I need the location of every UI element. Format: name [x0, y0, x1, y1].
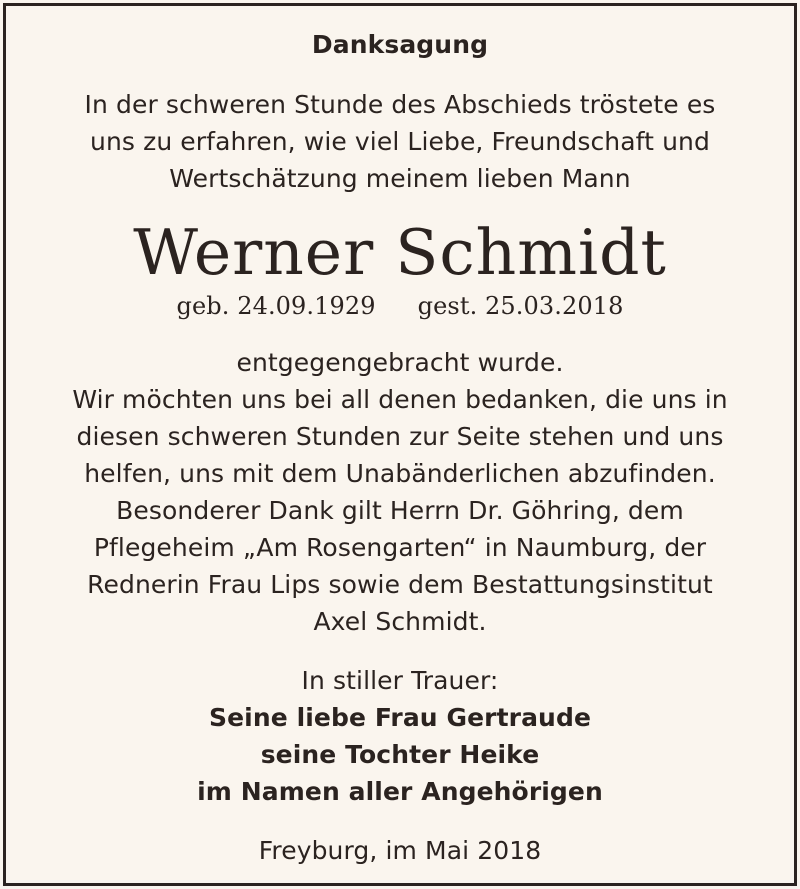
- death-date: gest. 25.03.2018: [417, 292, 624, 320]
- body-line-2: Wir möchten uns bei all denen bedanken, die uns in: [72, 385, 728, 414]
- intro-line-3: Wertschätzung meinem lieben Mann: [169, 164, 631, 193]
- body-line-7: Rednerin Frau Lips sowie dem Bestattungsinstitut: [87, 570, 713, 599]
- obituary-card: [3, 3, 797, 886]
- body-line-5: Besonderer Dank gilt Herrn Dr. Göhring, dem: [116, 496, 684, 525]
- mourner-3: im Namen aller Angehörigen: [197, 777, 603, 806]
- body-line-3: diesen schweren Stunden zur Seite stehen und uns: [76, 422, 724, 451]
- mourning-label: In stiller Trauer:: [301, 666, 499, 695]
- mourner-1: Seine liebe Frau Gertraude: [208, 703, 592, 732]
- birth-date: geb. 24.09.1929: [176, 292, 376, 320]
- life-dates: [6, 291, 794, 321]
- mourner-2: seine Tochter Heike: [260, 740, 540, 769]
- body-line-4: helfen, uns mit dem Unabänderlichen abzufinden.: [84, 459, 716, 488]
- intro-line-1: In der schweren Stunde des Abschieds tröstete es: [84, 90, 716, 119]
- body-line-8: Axel Schmidt.: [313, 607, 487, 636]
- heading: Danksagung: [311, 30, 489, 59]
- intro-line-2: uns zu erfahren, wie viel Liebe, Freundschaft und: [90, 127, 710, 156]
- place-date: Freyburg, im Mai 2018: [258, 836, 542, 865]
- body-line-6: Pflegeheim „Am Rosengarten“ in Naumburg, der: [93, 533, 707, 562]
- deceased-name: Werner Schmidt: [133, 216, 667, 289]
- body-line-1: entgegengebracht wurde.: [236, 348, 564, 377]
